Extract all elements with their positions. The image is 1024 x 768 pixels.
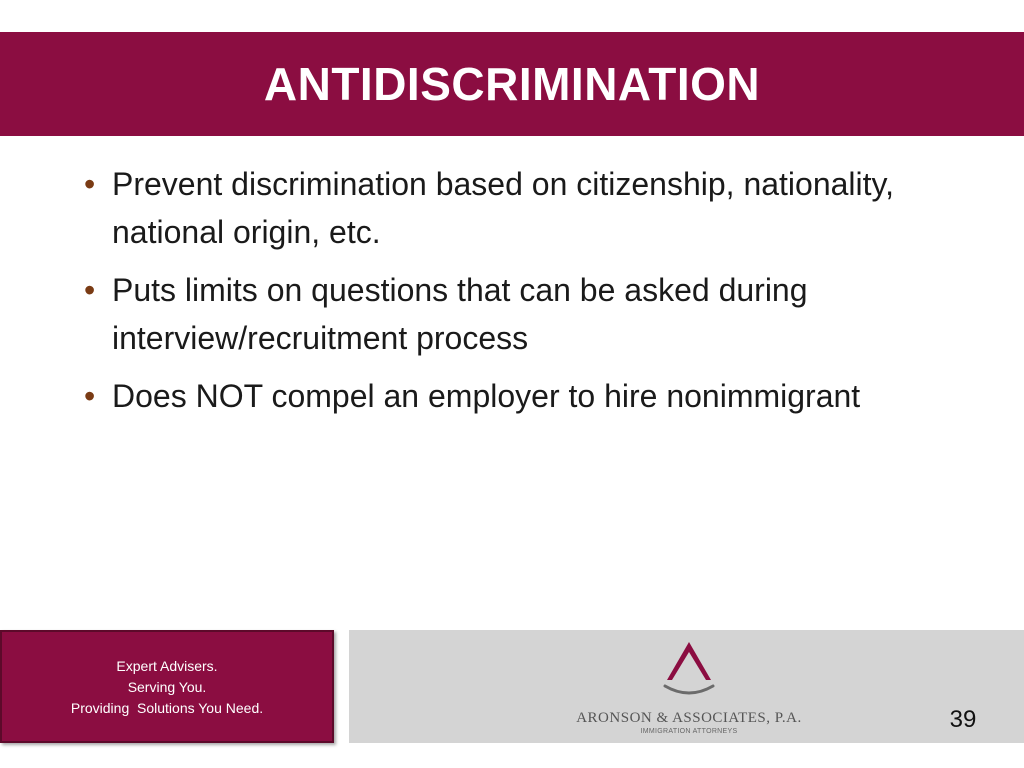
page-number: 39 [949,706,977,733]
bullet-text: Does NOT compel an employer to hire nonimmigrant [112,378,861,414]
tagline [0,656,334,719]
tagline-line: Expert Advisers. [116,658,218,674]
firm-subtitle: IMMIGRATION ATTORNEYS [640,728,738,735]
triangle-logo-icon [662,640,716,698]
bullet-icon: • [84,166,96,202]
bullet-list [80,160,980,430]
tagline-line: Serving You. [127,679,207,695]
bullet-item [80,266,980,362]
bullet-icon: • [84,272,96,308]
bullet-text: Puts limits on questions that can be asked during interview/recruitment process [112,272,808,356]
firm-name: ARONSON & ASSOCIATES, P.A. [576,710,802,726]
bullet-icon: • [84,378,96,414]
bullet-item [80,160,980,256]
tagline-line: Providing Solutions You Need. [70,700,264,716]
bullet-text: Prevent discrimination based on citizenship, nationality, national origin, etc. [112,166,895,250]
slide-title: ANTIDISCRIMINATION [263,58,761,110]
bullet-item [80,372,980,420]
